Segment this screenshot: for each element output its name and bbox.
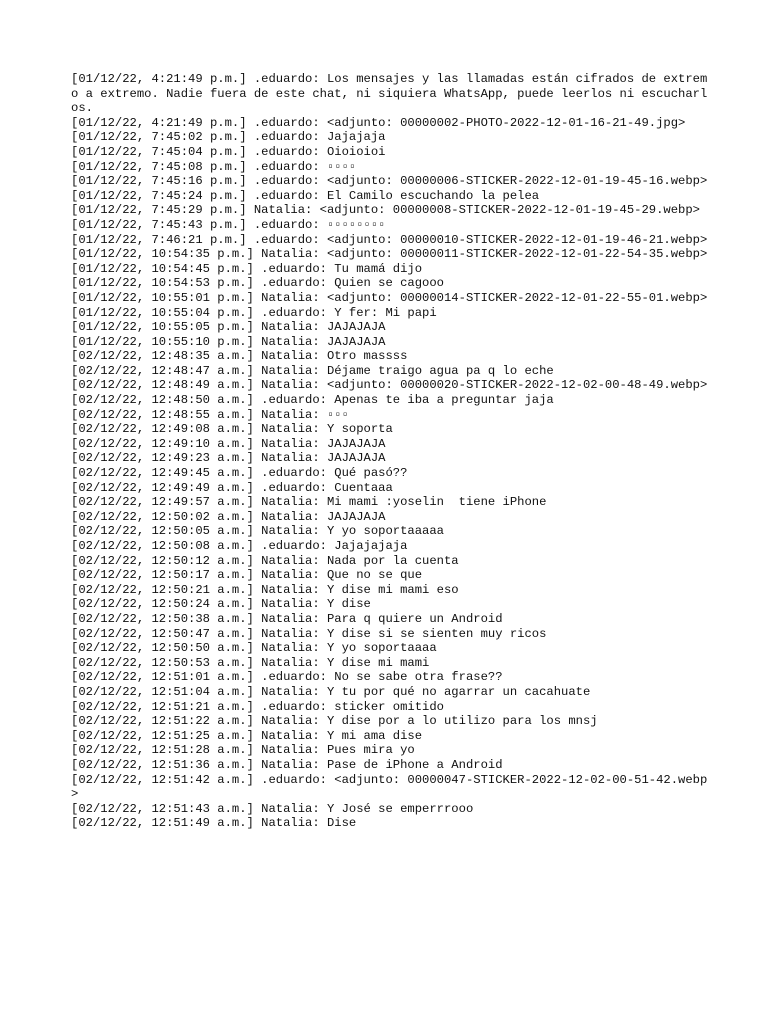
message-line: [01/12/22, 10:54:35 p.m.] Natalia: <adjunto: 00000011-STICKER-2022-12-01-22-54-35.webp>	[71, 247, 708, 262]
message-line: [01/12/22, 7:45:08 p.m.] .eduardo: ▫▫▫▫	[71, 159, 357, 174]
message-line: [02/12/22, 12:49:08 a.m.] Natalia: Y soporta	[71, 422, 393, 437]
message-line: [02/12/22, 12:48:50 a.m.] .eduardo: Apenas te iba a preguntar jaja	[71, 393, 554, 408]
message-line: [01/12/22, 10:54:45 p.m.] .eduardo: Tu mamá dijo	[71, 261, 423, 276]
message-line: [02/12/22, 12:50:53 a.m.] Natalia: Y dise mi mami	[71, 655, 430, 670]
message-line: [01/12/22, 7:45:02 p.m.] .eduardo: Jajajaja	[71, 130, 386, 145]
message-line: [02/12/22, 12:50:05 a.m.] Natalia: Y yo soportaaaaa	[71, 524, 444, 539]
message-line: [01/12/22, 7:45:16 p.m.] .eduardo: <adjunto: 00000006-STICKER-2022-12-01-19-45-16.webp>	[71, 174, 708, 189]
message-line: [01/12/22, 10:55:10 p.m.] Natalia: JAJAJAJA	[71, 334, 386, 349]
message-line: [01/12/22, 7:45:24 p.m.] .eduardo: El Camilo escuchando la pelea	[71, 188, 540, 203]
message-line: [02/12/22, 12:50:38 a.m.] Natalia: Para q quiere un Android	[71, 611, 503, 626]
message-line: [02/12/22, 12:51:21 a.m.] .eduardo: sticker omitido	[71, 699, 444, 714]
message-line: [01/12/22, 7:45:04 p.m.] .eduardo: Oioioioi	[71, 144, 386, 159]
message-line: [02/12/22, 12:50:08 a.m.] .eduardo: Jajajajaja	[71, 539, 408, 553]
message-line: [02/12/22, 12:51:28 a.m.] Natalia: Pues mira yo	[71, 743, 415, 758]
message-line: [02/12/22, 12:48:55 a.m.] Natalia: ▫▫▫	[71, 407, 349, 422]
message-line: [02/12/22, 12:51:49 a.m.] Natalia: Dise	[71, 816, 357, 831]
message-line: [02/12/22, 12:50:17 a.m.] Natalia: Que no se que	[71, 568, 423, 583]
message-line: [02/12/22, 12:51:25 a.m.] Natalia: Y mi ama dise	[71, 728, 423, 743]
message-line: [02/12/22, 12:49:23 a.m.] Natalia: JAJAJAJA	[71, 451, 386, 466]
message-line: [01/12/22, 10:55:05 p.m.] Natalia: JAJAJAJA	[71, 320, 386, 335]
message-line: [02/12/22, 12:49:49 a.m.] .eduardo: Cuentaaa	[71, 480, 393, 495]
message-line: [02/12/22, 12:48:47 a.m.] Natalia: Déjame traigo agua pa q lo eche	[71, 363, 554, 378]
message-line: [02/12/22, 12:49:45 a.m.] .eduardo: Qué pasó??	[71, 466, 408, 481]
message-line: [02/12/22, 12:51:22 a.m.] Natalia: Y dise por a lo utilizo para los mnsj	[71, 714, 598, 729]
message-line: [01/12/22, 7:45:29 p.m.] Natalia: <adjunto: 00000008-STICKER-2022-12-01-19-45-29.webp>	[71, 203, 700, 218]
message-line: [02/12/22, 12:48:35 a.m.] Natalia: Otro massss	[71, 349, 408, 364]
message-line: [01/12/22, 10:55:01 p.m.] Natalia: <adjunto: 00000014-STICKER-2022-12-01-22-55-01.webp>	[71, 290, 708, 305]
message-line: [02/12/22, 12:48:49 a.m.] Natalia: <adjunto: 00000020-STICKER-2022-12-02-00-48-49.webp>	[71, 378, 708, 393]
chat-transcript	[71, 72, 711, 831]
message-line: [02/12/22, 12:50:50 a.m.] Natalia: Y yo soportaaaa	[71, 641, 437, 656]
message-line: [02/12/22, 12:49:10 a.m.] Natalia: JAJAJAJA	[71, 436, 386, 451]
message-line: [02/12/22, 12:50:02 a.m.] Natalia: JAJAJAJA	[71, 509, 386, 524]
message-line: [02/12/22, 12:49:57 a.m.] Natalia: Mi mami :yoselin tiene iPhone	[71, 495, 547, 510]
message-line: [02/12/22, 12:50:24 a.m.] Natalia: Y dise	[71, 597, 371, 612]
message-line: [02/12/22, 12:50:21 a.m.] Natalia: Y dise mi mami eso	[71, 582, 459, 597]
message-line: [02/12/22, 12:50:47 a.m.] Natalia: Y dise si se sienten muy ricos	[71, 626, 547, 641]
message-line: [02/12/22, 12:51:43 a.m.] Natalia: Y José se emperrrooo	[71, 801, 474, 816]
message-line: [02/12/22, 12:51:42 a.m.] .eduardo: <adjunto: 00000047-STICKER-2022-12-02-00-51-42.webp>	[71, 772, 708, 802]
message-line: [02/12/22, 12:51:01 a.m.] .eduardo: No se sabe otra frase??	[71, 670, 503, 685]
message-line: [01/12/22, 7:45:43 p.m.] .eduardo: ▫▫▫▫▫▫▫▫	[71, 217, 386, 232]
message-line: [01/12/22, 4:21:49 p.m.] .eduardo: <adjunto: 00000002-PHOTO-2022-12-01-16-21-49.jpg>	[71, 115, 686, 130]
message-line: [02/12/22, 12:51:36 a.m.] Natalia: Pase de iPhone a Android	[71, 757, 503, 772]
message-line: [02/12/22, 12:51:04 a.m.] Natalia: Y tu por qué no agarrar un cacahuate	[71, 684, 591, 699]
message-line: [01/12/22, 7:46:21 p.m.] .eduardo: <adjunto: 00000010-STICKER-2022-12-01-19-46-21.webp>	[71, 232, 708, 247]
message-line: [02/12/22, 12:50:12 a.m.] Natalia: Nada por la cuenta	[71, 553, 459, 568]
message-line: [01/12/22, 10:55:04 p.m.] .eduardo: Y fer: Mi papi	[71, 305, 437, 320]
message-line: [01/12/22, 4:21:49 p.m.] .eduardo: Los mensajes y las llamadas están cifrados de extremo a extremo. Nadie fuera de este chat, ni siquiera WhatsApp, puede leerlos ni escucharlos.	[71, 72, 708, 116]
message-line: [01/12/22, 10:54:53 p.m.] .eduardo: Quien se cagooo	[71, 276, 444, 291]
